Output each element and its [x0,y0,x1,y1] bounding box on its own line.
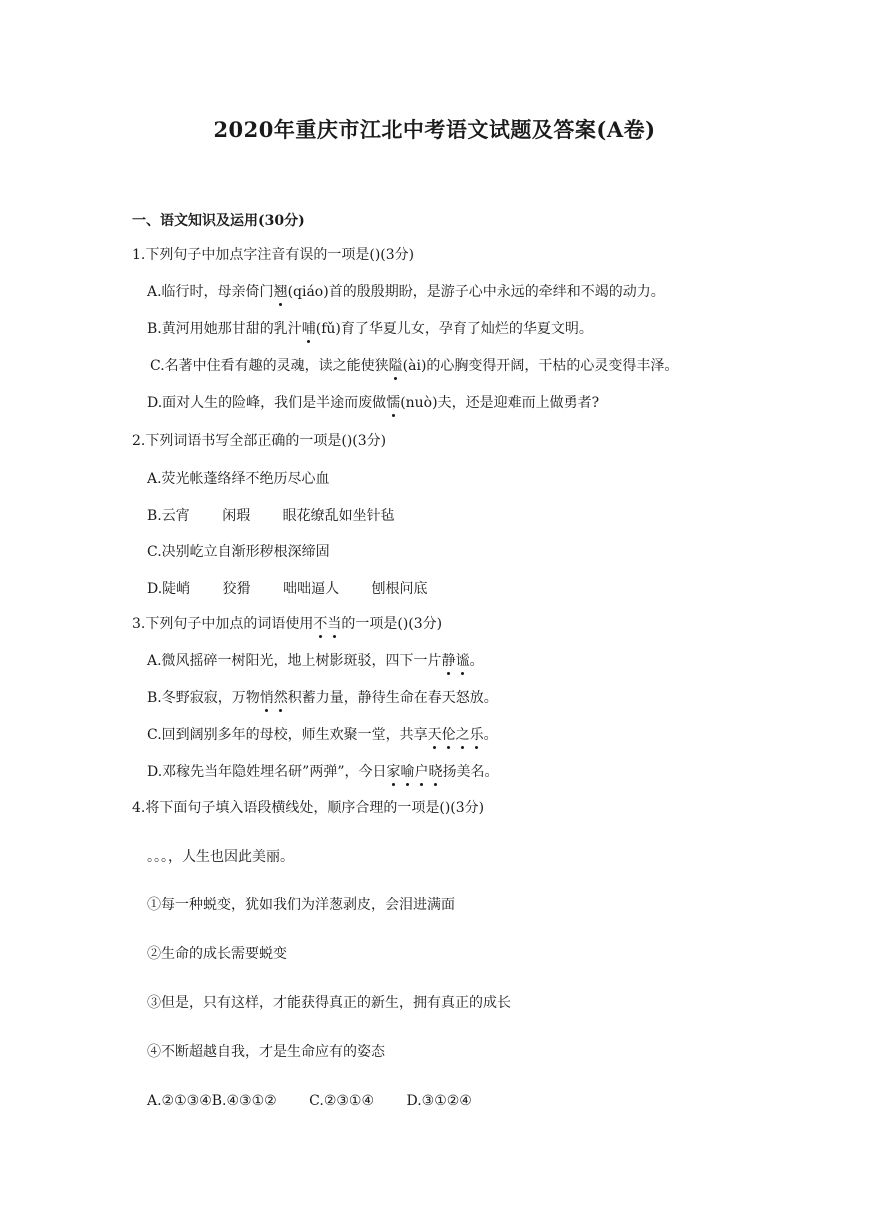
dotted-char: 不 [313,616,328,632]
question-4-options: A.②①③④B.④③①② C.②③①④ D.③①②④ [147,1093,472,1109]
question-4-sentence-4: ④不断超越自我，才是生命应有的姿态 [147,1044,385,1060]
question-3-option-d [147,763,499,781]
option-text: 。 [469,653,484,669]
dotted-char: 当 [327,616,342,632]
question-1-option-c [150,357,678,375]
question-1-option-b [147,320,593,338]
option-text: C.回到阔别多年的母校，师生欢聚一堂，共享 [147,727,428,743]
question-4-stem: 4.将下面句子填入语段横线处，顺序合理的一项是()(3分) [132,800,485,816]
option-text: A.微风摇碎一树阳光，地上树影斑驳，四下一片 [147,653,442,669]
question-3-option-c [147,726,498,744]
question-4-sentence-1: ①每一种蜕变，犹如我们为洋葱剥皮，会泪进满面 [147,897,455,913]
question-1-stem: 1.下列句子中加点字注音有误的一项是()(3分) [132,247,415,263]
question-1-option-d [147,394,599,412]
option-text: 扬美名。 [442,764,499,780]
dotted-char: 之 [455,727,470,743]
question-2-stem: 2.下列词语书写全部正确的一项是()(3分) [132,433,387,449]
dotted-char: 静 [441,653,456,669]
dotted-char: 天 [427,727,442,743]
option-text: C.名著中住看有趣的灵魂，读之能使狭 [150,358,389,374]
option-text: D.面对人生的险峰，我们是半途而废做 [147,395,387,411]
stem-text: 3.下列句子中加点的词语使用 [132,616,314,632]
question-2-option-d: D.陡峭 狡猾 咄咄逼人 刨根问底 [147,581,428,597]
question-3-option-a [147,652,484,670]
dotted-char: 家 [386,764,401,780]
dotted-char: 然 [273,690,288,706]
question-3-stem [132,615,442,633]
page-title: 2020年重庆市江北中考语文试题及答案(A卷) [213,117,656,142]
question-2-option-c: C.决别屹立自渐形秽根深缔固 [147,544,330,560]
stem-text: 的一项是()(3分) [341,616,443,632]
option-text: B.黄河用她那甘甜的乳汁 [147,321,302,337]
dotted-char: 伦 [441,727,456,743]
option-text: (nuò)夫，还是迎难而上做勇者? [400,395,600,411]
dotted-char: 隘 [388,358,403,374]
dotted-char: 翘 [273,284,288,300]
option-text: B.冬野寂寂，万物 [147,690,260,706]
option-text: (fǔ)育了华夏儿女，孕育了灿烂的华夏文明。 [315,321,593,337]
dotted-char: 懦 [386,395,401,411]
question-4-sentence-2: ②生命的成长需要蜕变 [147,946,287,962]
option-text: 积蓄力量，静待生命在春天怒放。 [287,690,498,706]
question-4-sentence-3: ③但是，只有这样，才能获得真正的新生，拥有真正的成长 [147,995,511,1011]
dotted-char: 户 [414,764,429,780]
question-2-option-b: B.云宵 闲瑕 眼花缭乱如坐针毡 [147,508,395,524]
section-heading: 一、语文知识及运用(30分) [132,213,305,229]
question-2-option-a: A.荧光帐蓬络绎不绝历尽心血 [147,471,330,487]
question-4-lead: 。。。，人生也因此美丽。 [147,849,294,865]
option-text: (qiáo)首的殷殷期盼，是游子心中永远的牵绊和不竭的动力。 [287,284,665,300]
option-text: 。 [483,727,498,743]
dotted-char: 悄 [259,690,274,706]
question-1-option-a [147,283,665,301]
dotted-char: 乐 [469,727,484,743]
dotted-char: 喻 [400,764,415,780]
option-text: D.邓稼先当年隐姓埋名研”两弹”，今日 [147,764,387,780]
option-text: (ài)的心胸变得开阔，干枯的心灵变得丰泽。 [402,358,679,374]
dotted-char: 哺 [301,321,316,337]
dotted-char: 晓 [428,764,443,780]
dotted-char: 谧 [455,653,470,669]
question-3-option-b [147,689,498,707]
option-text: A.临行时，母亲倚门 [147,284,274,300]
